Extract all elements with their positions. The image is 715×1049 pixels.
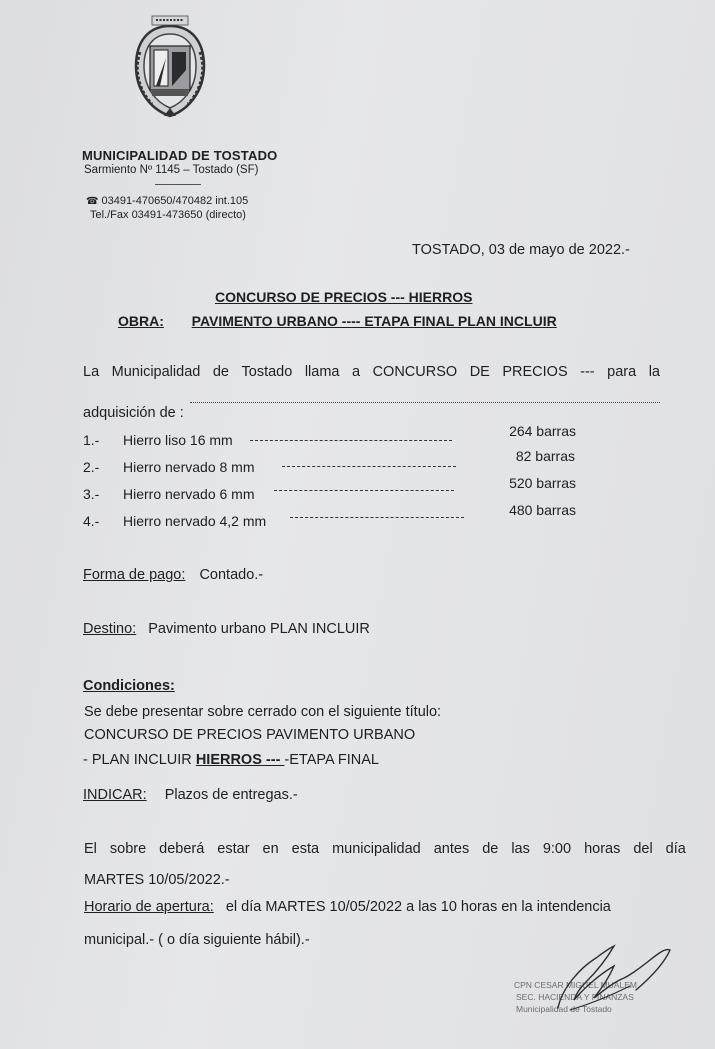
intro-word: Tostado <box>241 364 293 380</box>
dotted-leader <box>190 402 660 403</box>
closing-word: 9:00 <box>542 841 572 857</box>
item-description: Hierro nervado 8 mm <box>123 459 255 475</box>
obra-title <box>118 313 557 329</box>
intro-word: para <box>607 364 637 380</box>
intro-word: a <box>351 364 361 380</box>
municipality-address: Sarmiento Nº 1145 – Tostado (SF) <box>84 164 259 176</box>
apertura-label: Horario de apertura: <box>84 899 214 915</box>
item-leader-line <box>290 517 464 518</box>
conditions-line: CONCURSO DE PRECIOS PAVIMENTO URBANO <box>84 727 416 743</box>
conditions-line3-pre: - PLAN INCLUIR <box>83 752 196 768</box>
item-number: 2.- <box>83 459 100 475</box>
intro-word: --- <box>580 364 595 380</box>
closing-paragraph-line4: municipal.- ( o día siguiente hábil).- <box>84 932 310 948</box>
obra-value: PAVIMENTO URBANO ---- ETAPA FINAL PLAN INCLUIR <box>191 313 557 329</box>
conditions-line3-post: -ETAPA FINAL <box>284 752 379 768</box>
item-description: Hierro liso 16 mm <box>123 432 233 448</box>
intro-paragraph-line1 <box>83 364 660 380</box>
intro-word: la <box>648 364 660 380</box>
item-description: Hierro nervado 4,2 mm <box>123 513 267 529</box>
item-leader-line <box>274 490 454 491</box>
municipal-crest-logo <box>130 12 210 120</box>
item-quantity: 520 barras <box>509 475 576 491</box>
conditions-line: Se debe presentar sobre cerrado con el siguiente título: <box>84 704 442 720</box>
destination-label: Destino: <box>83 621 137 637</box>
closing-word: sobre <box>109 841 147 857</box>
intro-word: CONCURSO <box>372 364 458 380</box>
closing-word: de <box>482 841 499 857</box>
indicar-label: INDICAR: <box>83 787 147 803</box>
intro-paragraph-line2: adquisición de : <box>83 405 184 421</box>
item-quantity: 480 barras <box>509 502 576 518</box>
item-quantity: 82 barras <box>515 448 575 464</box>
intro-word: llama <box>304 364 340 380</box>
item-number: 1.- <box>83 432 100 448</box>
closing-word: municipalidad <box>332 841 421 857</box>
municipality-name: MUNICIPALIDAD DE TOSTADO <box>82 148 278 163</box>
apertura-line <box>84 899 611 915</box>
intro-word: PRECIOS <box>502 364 568 380</box>
stamp-line: Municipalidad de Tostado <box>516 1004 612 1014</box>
intro-word: Municipalidad <box>111 364 201 380</box>
intro-word: DE <box>469 364 490 380</box>
phone-line <box>86 195 248 207</box>
intro-word: de <box>212 364 229 380</box>
item-description: Hierro nervado 6 mm <box>123 486 255 502</box>
stamp-line: CPN CESAR MIGUEL MUALEM <box>514 980 637 990</box>
indicar-value: Plazos de entregas.- <box>164 787 298 803</box>
item-leader-line <box>282 466 456 467</box>
fax-line: Tel./Fax 03491-473650 (directo) <box>90 209 246 221</box>
phone-number: 03491-470650/470482 int.105 <box>101 195 249 207</box>
payment-label: Forma de pago: <box>83 567 186 583</box>
header-divider <box>155 184 201 185</box>
payment-line <box>83 567 263 583</box>
closing-paragraph-line2: MARTES 10/05/2022.- <box>84 872 230 888</box>
indicar-line <box>83 787 298 803</box>
telephone-icon: ☎ <box>86 196 99 207</box>
intro-word: La <box>83 364 100 380</box>
conditions-heading: Condiciones: <box>83 678 175 694</box>
document-title: CONCURSO DE PRECIOS --- HIERROS <box>215 289 473 305</box>
item-quantity: 264 barras <box>509 423 576 439</box>
item-leader-line <box>250 440 452 441</box>
item-number: 3.- <box>83 486 100 502</box>
apertura-value: el día MARTES 10/05/2022 a las 10 horas en la intendencia <box>225 899 611 915</box>
closing-paragraph-line1 <box>84 841 686 857</box>
closing-word: antes <box>433 841 470 857</box>
payment-value: Contado.- <box>199 567 264 583</box>
conditions-line3-bold: HIERROS --- <box>195 752 285 768</box>
closing-word: día <box>665 841 686 857</box>
closing-word: El <box>84 841 97 857</box>
stamp-line: SEC. HACIENDA Y FINANZAS <box>516 992 634 1002</box>
document-date: TOSTADO, 03 de mayo de 2022.- <box>412 242 630 258</box>
closing-word: en <box>262 841 279 857</box>
destination-value: Pavimento urbano PLAN INCLUIR <box>148 621 370 637</box>
closing-word: horas <box>584 841 621 857</box>
closing-word: deberá <box>159 841 205 857</box>
item-number: 4.- <box>83 513 100 529</box>
closing-word: las <box>511 841 530 857</box>
destination-line <box>83 621 370 637</box>
signature-stamp <box>500 938 690 1033</box>
obra-label: OBRA: <box>118 313 164 329</box>
closing-word: estar <box>217 841 250 857</box>
closing-word: del <box>633 841 653 857</box>
closing-word: esta <box>291 841 320 857</box>
conditions-line <box>83 752 379 768</box>
